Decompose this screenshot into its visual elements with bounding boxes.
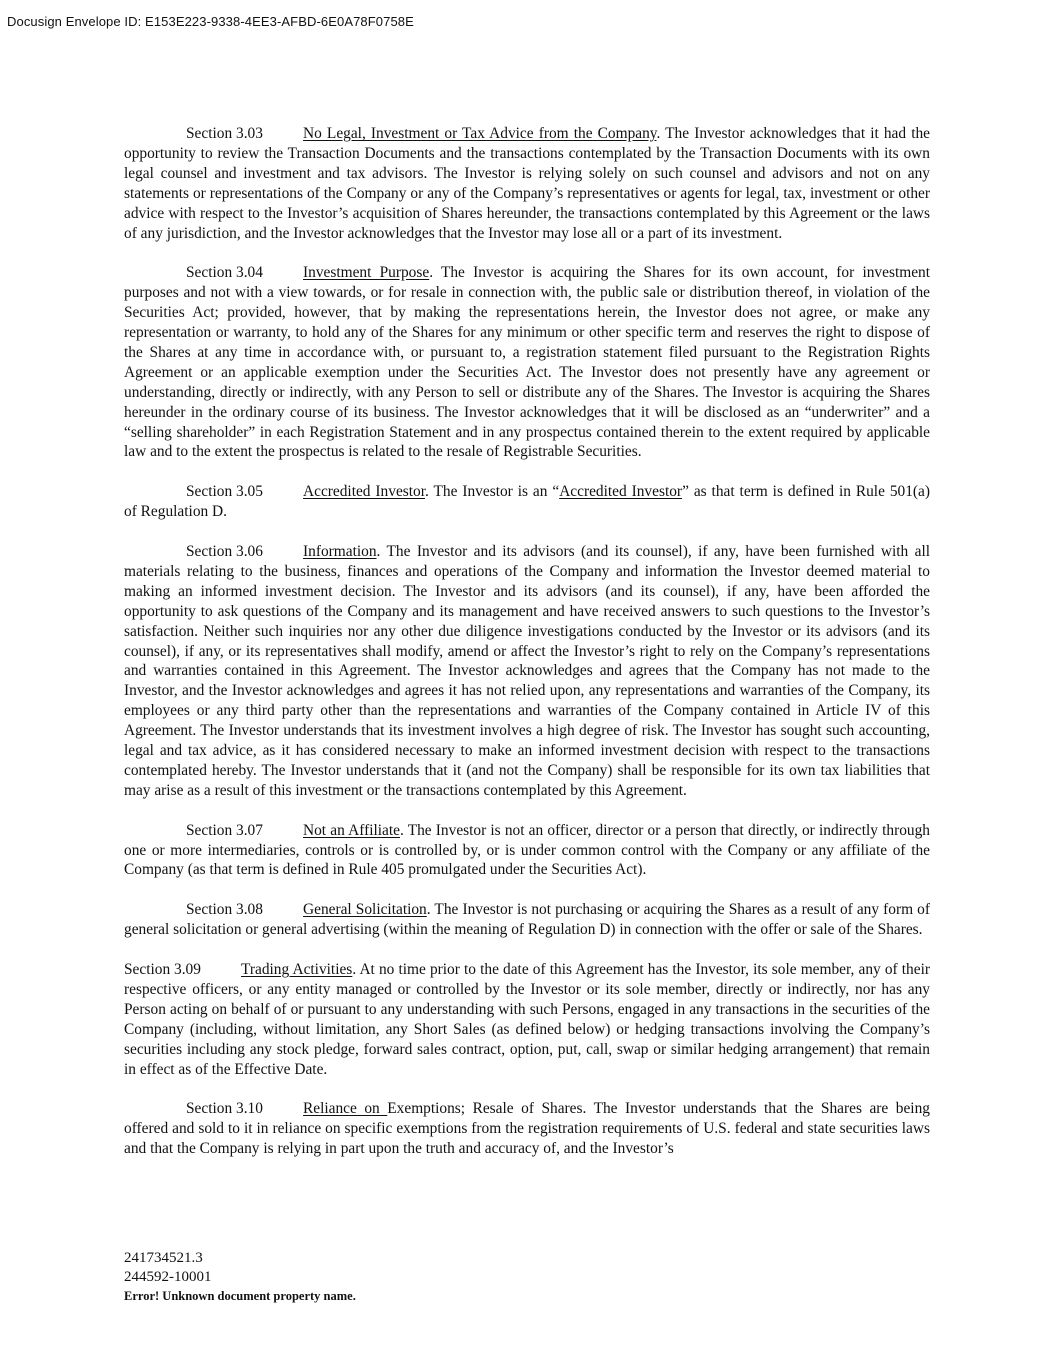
section-3-06 bbox=[124, 542, 930, 801]
section-body: . The Investor and its advisors (and its counsel), if any, have been furnished with all materials relating to the business, finances and operations of the Company and information the Investor deemed material to making an informed investment decision. The Investor and its advisors (and its counsel), if any, have been afforded the opportunity to ask questions of the Company and its management and have received answers to such questions to the Investor’s satisfaction. Neither such inquiries nor any other due diligence investigations conducted by the Investor or its advisors (and its counsel), if any, or its representatives shall modify, amend or affect the Investor’s right to rely on the Company’s representations and warranties contained in this Agreement. The Investor acknowledges and agrees that the Company has not made to the Investor, and the Investor acknowledges and agrees it has not relied upon, any representations and warranties of the Company, its employees or any third party other than the representations and warranties of the Company contained in Article IV of this Agreement. The Investor understands that its investment involves a high degree of risk. The Investor has sought such accounting, legal and tax advice, as it has considered necessary to make an informed investment decision with respect to the transactions contemplated hereby. The Investor understands that it (and not the Company) shall be responsible for its own tax liabilities that may arise as a result of this investment or the transactions contemplated by this Agreement. bbox=[124, 542, 930, 799]
section-number: Section 3.04 bbox=[186, 264, 263, 282]
section-3-05 bbox=[124, 482, 930, 522]
section-3-04 bbox=[124, 263, 930, 462]
section-body: Exemptions; Resale of Shares. The Investor understands that the Shares are being offered and sold to it in reliance on specific exemptions from the registration requirements of U.S. federal and state securities laws and that the Company is relying in part upon the truth and accuracy of, and the Investor’s bbox=[124, 1100, 930, 1158]
section-title: General Solicitation bbox=[303, 901, 427, 919]
section-number: Section 3.07 bbox=[186, 821, 263, 839]
section-number: Section 3.09 bbox=[124, 960, 201, 978]
footer-error-text: Error! Unknown document property name. bbox=[124, 1289, 356, 1303]
section-body: . The Investor is acquiring the Shares for its own account, for investment purposes and not with a view towards, or for resale in connection with, the public sale or distribution thereof, in violation of the Securities Act; provided, however, that by making the representations herein, the Investor does not agree, or make any representation or warranty, to hold any of the Shares for any minimum or other specific term and reserves the right to dispose of the Shares at any time in accordance with, or pursuant to, a registration statement filed pursuant to the Registration Rights Agreement or an applicable exemption under the Securities Act. The Investor does not presently have any agreement or understanding, directly or indirectly, with any Person to sell or distribute any of the Shares. The Investor is acquiring the Shares hereunder in the ordinary course of its business. The Investor acknowledges that it will be disclosed as an “underwriter” and a “selling shareholder” in each Registration Statement and in any prospectus contained therein to the extent required by applicable law and to the extent the prospectus is related to the resale of Registrable Securities. bbox=[124, 264, 930, 461]
section-body: . The Investor is not purchasing or acquiring the Shares as a result of any form of general solicitation or general advertising (within the meaning of Regulation D) in connection with the offer or sale of the Shares. bbox=[124, 901, 930, 939]
section-body-pre: . The Investor is an “ bbox=[425, 483, 560, 501]
section-body-post: ” as that term is defined in Rule 501(a) of Regulation D. bbox=[124, 483, 930, 521]
section-title: Information bbox=[303, 542, 377, 560]
docusign-envelope-id: Docusign Envelope ID: E153E223-9338-4EE3-AFBD-6E0A78F0758E bbox=[7, 14, 414, 29]
section-3-09 bbox=[124, 960, 930, 1079]
section-body: . At no time prior to the date of this Agreement has the Investor, its sole member, any of their respective officers, or any entity managed or controlled by the Investor or its sole member, directly or indirectly, nor has any Person acting on behalf of or pursuant to any understanding with such Persons, engaged in any transactions in the securities of the Company (including, without limitation, any Short Sales (as defined below) or hedging transactions involving the Company’s securities including any stock pledge, forward sales contract, option, put, call, swap or similar hedging arrangement) that remain in effect as of the Effective Date. bbox=[124, 960, 930, 1078]
section-title: Not an Affiliate bbox=[303, 821, 400, 839]
section-title: No Legal, Investment or Tax Advice from the Company bbox=[303, 125, 657, 142]
section-3-08 bbox=[124, 900, 930, 940]
defined-term: Accredited Investor bbox=[559, 483, 683, 501]
section-title: Trading Activities bbox=[241, 960, 353, 978]
document-body bbox=[124, 124, 930, 1179]
document-footer bbox=[124, 1249, 356, 1305]
section-number: Section 3.06 bbox=[186, 542, 263, 560]
section-number: Section 3.10 bbox=[186, 1100, 263, 1118]
section-3-10 bbox=[124, 1099, 930, 1159]
footer-doc-number: 241734521.3 bbox=[124, 1250, 203, 1266]
footer-matter-number: 244592-10001 bbox=[124, 1269, 212, 1285]
section-title: Accredited Investor bbox=[303, 483, 426, 501]
section-number: Section 3.05 bbox=[186, 483, 263, 501]
section-title: Reliance on bbox=[303, 1100, 388, 1118]
section-number: Section 3.08 bbox=[186, 901, 263, 919]
section-3-07 bbox=[124, 821, 930, 881]
section-title: Investment Purpose bbox=[303, 264, 430, 282]
section-body: . The Investor is not an officer, director or a person that directly, or indirectly through one or more intermediaries, controls or is controlled by, or is under common control with the Company or any affiliate of the Company (as that term is defined in Rule 405 promulgated under the Securities Act). bbox=[124, 821, 931, 879]
section-3-03 bbox=[124, 124, 930, 243]
section-body: . The Investor acknowledges that it had the opportunity to review the Transaction Documents and the transactions contemplated by the Transaction Documents with its own legal counsel and investment and tax advisors. The Investor is relying solely on such counsel and advisors and not on any statements or representations of the Company or any of the Company’s representatives or agents for legal, tax, investment or other advice with respect to the Investor’s acquisition of Shares hereunder, the transactions contemplated by this Agreement or the laws of any jurisdiction, and the Investor acknowledges that the Investor may lose all or a part of its investment. bbox=[124, 125, 930, 242]
section-number: Section 3.03 bbox=[186, 125, 263, 142]
